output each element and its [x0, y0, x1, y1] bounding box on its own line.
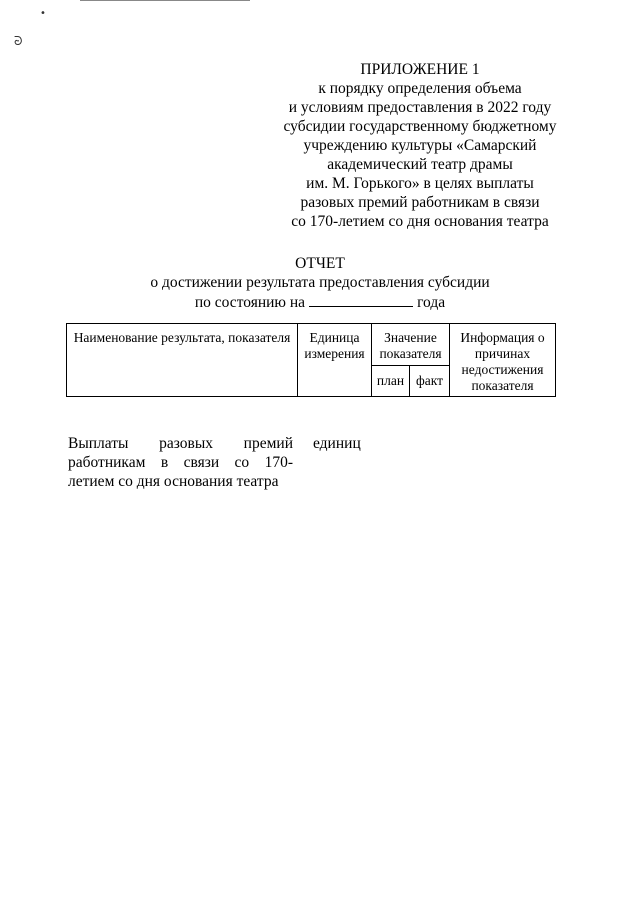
header-value: Значение показателя: [372, 324, 450, 366]
appendix-line: академический театр драмы: [327, 156, 513, 173]
date-blank: [309, 292, 413, 307]
header-info: Информация о причинах недостижения показателя: [450, 324, 556, 397]
row-name: Выплаты разовых премий работникам в связи со 170-летием со дня основания театра: [68, 435, 293, 490]
header-name: Наименование результата, показателя: [67, 324, 298, 397]
report-date-prefix: по состоянию на: [194, 294, 306, 311]
header-fact: факт: [410, 366, 450, 397]
scan-mark: •: [40, 8, 46, 19]
appendix-line: ПРИЛОЖЕНИЕ 1: [360, 61, 480, 78]
scan-mark: ᘒ: [14, 34, 23, 48]
header-plan: план: [372, 366, 410, 397]
appendix-line: им. М. Горького» в целях выплаты: [306, 175, 534, 192]
report-title: ОТЧЕТ: [295, 255, 345, 272]
header-unit: Единица измерения: [298, 324, 372, 397]
appendix-line: учреждению культуры «Самарский: [303, 137, 537, 154]
scan-edge-line: [80, 0, 250, 1]
appendix-line: субсидии государственному бюджетному: [283, 118, 557, 135]
appendix-line: со 170-летием со дня основания театра: [291, 213, 549, 230]
report-heading: [0, 254, 640, 312]
appendix-header: [270, 60, 570, 231]
appendix-line: и условиям предоставления в 2022 году: [288, 99, 552, 116]
report-subtitle: о достижении результата предоставления субсидии: [150, 274, 490, 291]
report-date-line: [0, 292, 640, 312]
row-unit: единиц: [313, 435, 361, 452]
appendix-line: разовых премий работникам в связи: [300, 194, 540, 211]
report-date-suffix: года: [417, 294, 446, 311]
report-table: [66, 323, 556, 397]
appendix-line: к порядку определения объема: [318, 80, 522, 97]
